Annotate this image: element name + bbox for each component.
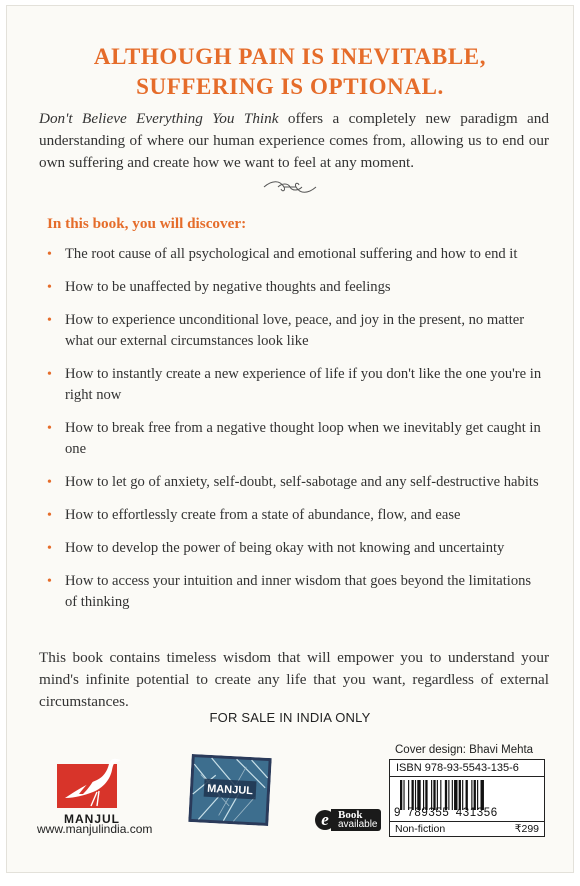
list-item-text: How to let go of anxiety, self-doubt, self-sabotage and any self-destructive habits	[65, 474, 539, 490]
list-item-text: How to instantly create a new experience of life if you don't like the one you're in right now	[65, 366, 542, 403]
book-title-italic: Don't Believe Everything You Think	[39, 110, 279, 127]
ebook-label	[331, 809, 381, 831]
publisher-name: MANJUL	[64, 812, 120, 826]
list-item-text: How to effortlessly create from a state of abundance, flow, and ease	[65, 507, 461, 523]
list-item	[47, 472, 545, 493]
bullet-dot-icon: •	[47, 475, 52, 490]
bullet-dot-icon: •	[47, 508, 52, 523]
discover-heading: In this book, you will discover:	[47, 215, 247, 232]
bullet-dot-icon: •	[47, 367, 52, 382]
discover-list	[47, 244, 545, 625]
barcode-footer	[390, 821, 544, 836]
price-label: ₹299	[514, 823, 539, 835]
headline	[7, 42, 573, 102]
publisher-logo	[37, 750, 157, 826]
publisher-website: www.manjulindia.com	[37, 822, 153, 836]
crane-logo-icon	[57, 750, 125, 810]
isbn-text: ISBN 978-93-5543-135-6	[390, 760, 544, 777]
sale-notice: FOR SALE IN INDIA ONLY	[209, 710, 371, 725]
barcode-icon	[400, 780, 534, 810]
list-item	[47, 418, 545, 460]
bullet-dot-icon: •	[47, 541, 52, 556]
bullet-dot-icon: •	[47, 280, 52, 295]
bullet-dot-icon: •	[47, 313, 52, 328]
ebook-word: Book	[338, 809, 363, 821]
headline-line-1: ALTHOUGH PAIN IS INEVITABLE,	[93, 44, 487, 69]
cover-design-credit: Cover design: Bhavi Mehta	[395, 744, 534, 756]
bullet-dot-icon: •	[47, 247, 52, 262]
list-item-text: How to be unaffected by negative thoughts and feelings	[65, 279, 391, 295]
badge-text: MANJUL	[206, 782, 254, 798]
bullet-dot-icon: •	[47, 574, 52, 589]
barcode-group-2: 431356	[455, 807, 498, 819]
intro-paragraph	[39, 108, 549, 174]
barcode-digits	[394, 807, 540, 819]
list-item-text: The root cause of all psychological and emotional suffering and how to end it	[65, 246, 518, 262]
publisher-badge	[188, 754, 271, 826]
barcode-group-1: 789355	[407, 807, 450, 819]
intro-text: offers a completely new paradigm and understanding of where our human experience comes from, allowing us to end our own suffering and create how we want to feel at any moment.	[39, 110, 549, 171]
list-item	[47, 277, 545, 298]
list-item	[47, 538, 545, 559]
list-item	[47, 310, 545, 352]
closing-paragraph: This book contains timeless wisdom that will empower you to understand your mind's infinite potential to create any life that you want, regardless of external circumstances.	[39, 649, 549, 710]
list-item-text: How to experience unconditional love, peace, and joy in the present, no matter what our external circumstances look like	[65, 312, 525, 349]
ebook-available-badge	[315, 809, 381, 831]
list-item-text: How to access your intuition and inner wisdom that goes beyond the limitations of thinking	[65, 573, 532, 610]
book-back-cover	[7, 6, 573, 872]
list-item	[47, 571, 545, 613]
list-item-text: How to develop the power of being okay with not knowing and uncertainty	[65, 540, 505, 556]
ebook-e-icon: e	[315, 810, 335, 830]
barcode-lead-digit: 9	[394, 807, 401, 819]
list-item	[47, 364, 545, 406]
barcode-block	[389, 759, 545, 837]
list-item	[47, 244, 545, 265]
flourish-ornament-icon	[260, 178, 320, 196]
headline-line-2: SUFFERING IS OPTIONAL.	[136, 74, 444, 99]
list-item	[47, 505, 545, 526]
bullet-dot-icon: •	[47, 421, 52, 436]
ebook-available-text: available	[338, 819, 378, 830]
category-label: Non-fiction	[395, 823, 446, 835]
list-item-text: How to break free from a negative thought loop when we inevitably get caught in one	[65, 420, 541, 457]
